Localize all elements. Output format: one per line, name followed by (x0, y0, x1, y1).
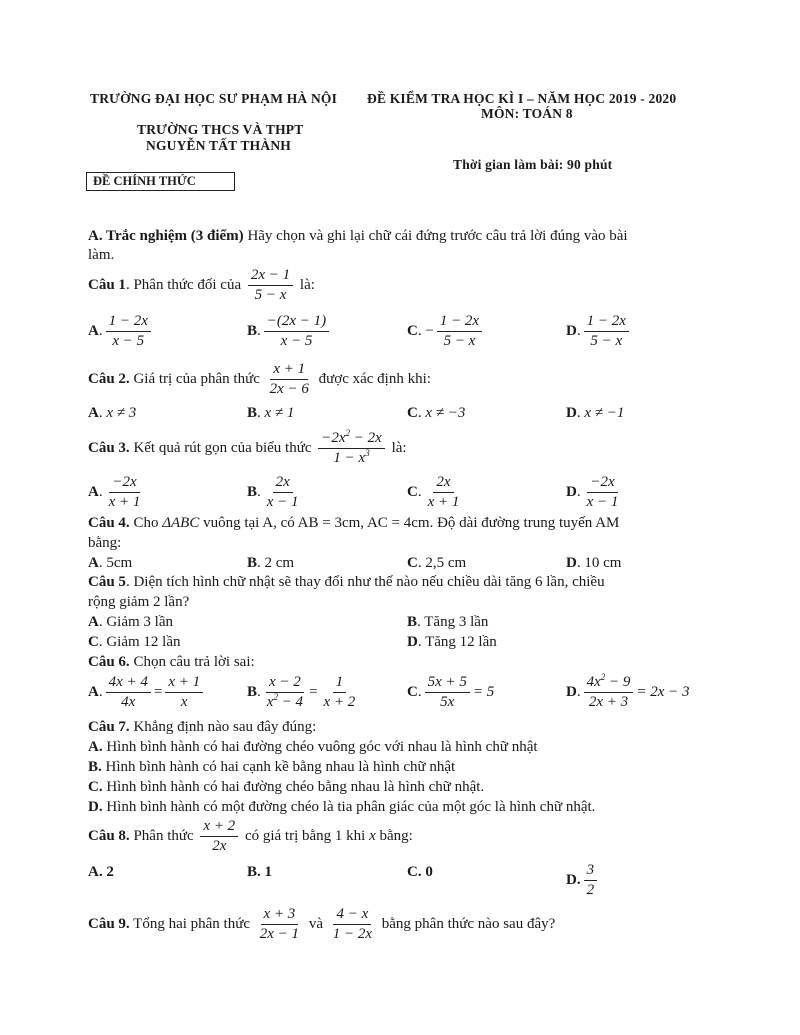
q7-option-a: A. Hình bình hành có hai đường chéo vuông góc với nhau là hình chữ nhật (88, 739, 538, 755)
official-label: ĐỀ CHÍNH THỨC (93, 174, 196, 188)
exam-title: ĐỀ KIỂM TRA HỌC KÌ I – NĂM HỌC 2019 - 2020 (367, 91, 677, 106)
q3-text: Kết quả rút gọn của biểu thức (129, 440, 312, 457)
q1-option-b: B. $\frac{-(2x - 1)}{x - 5}$ (247, 313, 332, 351)
section-a-title: A. Trắc nghiệm (3 điểm) (88, 228, 244, 244)
q3-tail: là: (391, 440, 407, 457)
q2-option-a: A. x ≠ 3 (88, 405, 137, 421)
q2-option-b: B. x ≠ 1 (247, 405, 295, 421)
school-line-1: TRƯỜNG THCS VÀ THPT (137, 122, 304, 137)
question-4: Câu 4. Cho ΔABC vuông tại A, có AB = 3cm, AC = 4cm. Độ dài đường trung tuyến AM (88, 515, 620, 531)
question-5: Câu 5. Diện tích hình chữ nhật sẽ thay đổi như thế nào nếu chiều dài tăng 6 lần, chiều (88, 574, 605, 590)
q3-option-d: D. $\frac{-2x}{x - 1}$ (566, 474, 619, 511)
q4-option-c: C. 2,5 cm (407, 555, 467, 571)
q3-label: Câu 3. (88, 440, 130, 457)
q8-option-c: C. 0 (407, 864, 433, 880)
q3-option-b: B. $\frac{2x}{x - 1}$ (247, 474, 299, 511)
q8-fraction: $\frac{x + 2}{2x}$ (200, 818, 238, 856)
q1-option-d: D. $\frac{1 - 2x}{5 - x}$ (566, 313, 632, 351)
q2-tail: được xác định khi: (318, 371, 431, 388)
q5-text-2: rộng giảm 2 lần? (88, 594, 190, 610)
q1-label: Câu 1 (88, 277, 126, 294)
q1-fraction (248, 267, 293, 305)
q3-option-c: C. $\frac{2x}{x + 1}$ (407, 474, 460, 511)
q5-option-d: D. Tăng 12 lần (407, 634, 497, 650)
q7-option-b: B. Hình bình hành có hai cạnh kề bằng nhau là hình chữ nhật (88, 759, 456, 775)
q8-option-a: A. 2 (88, 864, 114, 880)
question-9: Câu 9. Tổng hai phân thức $\frac{x + 3}{2x - 1}$ và $\frac{4 - x}{1 - 2x}$ bằng phân thức nào sau đây? (88, 906, 556, 943)
q1-tail: là: (299, 277, 315, 294)
school-name: TRƯỜNG ĐẠI HỌC SƯ PHẠM HÀ NỘI (90, 91, 338, 106)
question-7: Câu 7. Khẳng định nào sau đây đúng: (88, 719, 317, 735)
q7-option-c: C. Hình bình hành có hai đường chéo bằng nhau là hình chữ nhật. (88, 779, 485, 795)
school-line-2: NGUYỄN TẤT THÀNH (146, 138, 291, 153)
exam-time: Thời gian làm bài: 90 phút (453, 157, 613, 172)
q1-option-c: C. − $\frac{1 - 2x}{5 - x}$ (407, 313, 485, 351)
q3-option-a: A. $\frac{-2x}{x + 1}$ (88, 474, 141, 511)
q1-option-a: A. $\frac{1 - 2x}{x - 5}$ (88, 313, 154, 351)
q6-option-b: B. $\frac{x - 2}{x^2 - 4}$ = $\frac{1}{x + 2}$ (247, 674, 356, 711)
q1-text: . Phân thức đối của (125, 277, 242, 294)
q6-option-d: D. $\frac{4x^2 - 9}{2x + 3}$ = 2x − 3 (566, 672, 690, 711)
q5-option-c: C. Giảm 12 lần (88, 634, 181, 650)
subject: MÔN: TOÁN 8 (481, 106, 573, 121)
q4-option-b: B. 2 cm (247, 555, 295, 571)
q5-option-a: A. Giảm 3 lần (88, 614, 173, 630)
q4-option-a: A. 5cm (88, 555, 133, 571)
q5-option-b: B. Tăng 3 lần (407, 614, 489, 630)
q2-option-c: C. x ≠ −3 (407, 405, 466, 421)
official-box (86, 172, 235, 191)
q2-text: Giá trị của phân thức (129, 371, 260, 388)
question-1 (88, 267, 315, 305)
q2-fraction: $\frac{x + 1}{2x - 6}$ (269, 361, 309, 398)
q1-den: 5 − x (254, 287, 287, 304)
question-6: Câu 6. Chọn câu trả lời sai: (88, 654, 255, 670)
q4-text-2: bằng: (88, 535, 122, 551)
section-a-instruction: Hãy chọn và ghi lại chữ cái đứng trước câu trả lời đúng vào bài (243, 228, 628, 244)
q1-num: 2x − 1 (248, 267, 293, 286)
question-8: Câu 8. Phân thức $\frac{x + 2}{2x}$ có giá trị bằng 1 khi x bằng: (88, 818, 413, 855)
section-a-instruction-2: làm. (88, 247, 115, 263)
q2-option-d: D. x ≠ −1 (566, 405, 625, 421)
q6-option-c: C. $\frac{5x + 5}{5x}$ = 5 (407, 674, 495, 711)
q2-label: Câu 2. (88, 371, 130, 388)
q8-option-d: D. $\frac{3}{2}$ (566, 862, 600, 900)
q4-option-d: D. 10 cm (566, 555, 622, 571)
q7-option-d: D. Hình bình hành có một đường chéo là tia phân giác của một góc là hình chữ nhật. (88, 799, 596, 815)
q3-fraction: $\frac{-2x^2 - 2x}{1 - x^3}$ (318, 430, 385, 468)
q8-option-b: B. 1 (247, 864, 273, 880)
question-2 (88, 361, 431, 399)
question-3 (88, 430, 407, 468)
q6-option-a: A. $\frac{4x + 4}{4x}$ = $\frac{x + 1}{x}$ (88, 674, 206, 712)
section-a-line (88, 228, 628, 245)
